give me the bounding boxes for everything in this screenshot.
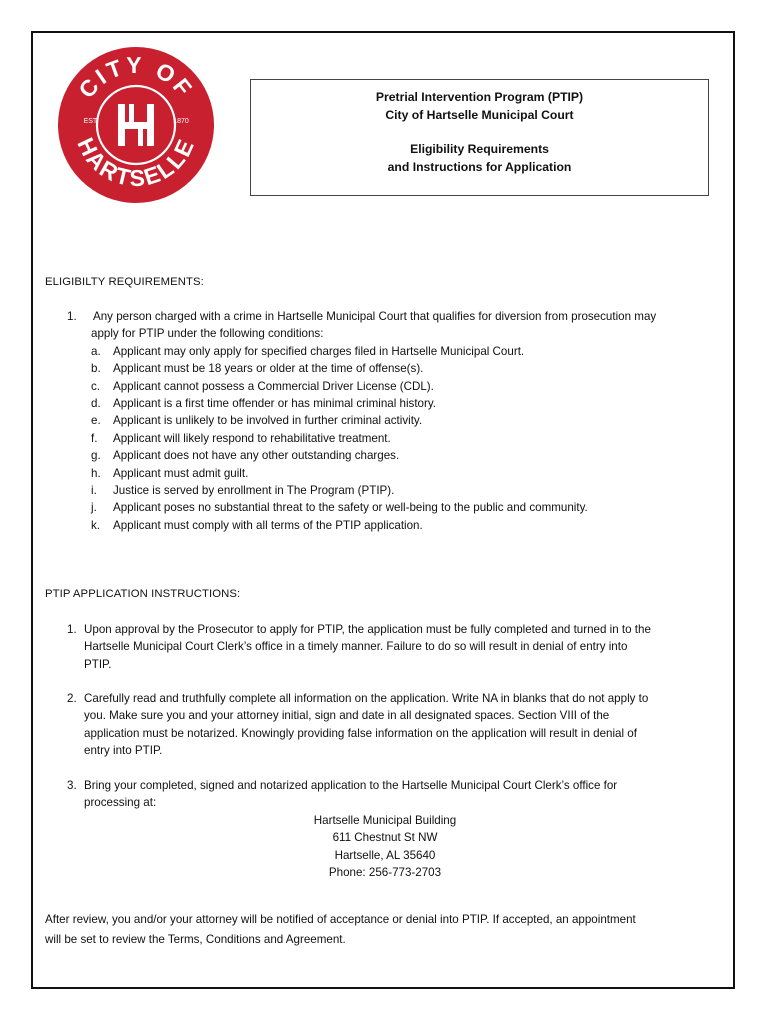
eligibility-item-1 [45, 308, 725, 325]
instructions-heading: PTIP APPLICATION INSTRUCTIONS: [45, 588, 241, 600]
building-name: Hartselle Municipal Building [313, 813, 457, 827]
program-title: Pretrial Intervention Program (PTIP) [375, 90, 584, 104]
list-item: h. Applicant must admit guilt. [91, 466, 249, 480]
list-item: d. Applicant is a first time offender or has minimal criminal history. [91, 397, 437, 411]
city-state-zip: Hartselle, AL 35640 [334, 848, 436, 862]
list-number: 1. [67, 623, 77, 636]
instruction-item-2: 2. Carefully read and truthfully complete all information on the application. Write NA in blanks that do not apply to you. Make sure you and your attorney initial, sign and date in all designated spaces. Section VIII of the application must be notarized. Knowingly providing false information on the application will result in denial of entry into PTIP. [67, 692, 649, 758]
condition-list [45, 343, 725, 534]
logo-year-text: 1870 [173, 118, 189, 125]
street-address: 611 Chestnut St NW [332, 831, 438, 845]
list-item: j. Applicant poses no substantial threat to the safety or well-being to the public and community. [91, 501, 588, 515]
list-item: g. Applicant does not have any other outstanding charges. [91, 449, 400, 463]
instruction-item-1: 1. Upon approval by the Prosecutor to apply for PTIP, the application must be fully completed and turned in to the Hartselle Municipal Court Clerk’s office in a timely manner. Failure to do so will result in denial of entry into PTIP. [67, 623, 651, 671]
list-item: i. Justice is served by enrollment in The Program (PTIP). [91, 484, 395, 498]
court-name: City of Hartselle Municipal Court [385, 108, 574, 122]
instruction-item-3: 3. Bring your completed, signed and notarized application to the Hartselle Municipal Court Clerk’s office for processing at: Hartselle Municipal Building 611 Chestnut St NW Hartselle, AL 35640 Phone: 256-773-2703 [45, 777, 725, 881]
list-number: 2. [67, 692, 77, 705]
logo-est-text: EST. [83, 118, 99, 125]
list-number: 3. [67, 779, 77, 792]
title-box [250, 79, 709, 196]
document-subtitle-1: Eligibility Requirements [410, 142, 549, 156]
eligibility-list [45, 308, 725, 534]
eligibility-intro-line2: apply for PTIP under the following conditions: [91, 327, 324, 341]
list-item: c. Applicant cannot possess a Commercial Driver License (CDL). [91, 379, 434, 393]
document-subtitle-2: and Instructions for Application [387, 160, 572, 174]
eligibility-intro-line1: Any person charged with a crime in Hartselle Municipal Court that qualifies for diversion from prosecution may [93, 310, 657, 323]
city-of-hartselle-logo [57, 46, 215, 204]
list-number: 1. [67, 310, 77, 323]
list-item: a. Applicant may only apply for specified charges filed in Hartselle Municipal Court. [91, 344, 525, 358]
phone-number: Phone: 256-773-2703 [328, 866, 442, 880]
logo-top-text: CITY OF [73, 51, 199, 103]
closing-paragraph: After review, you and/or your attorney will be notified of acceptance or denial into PTIP. If accepted, an appointment will be set to review the Terms, Conditions and Agreement. [45, 913, 636, 946]
list-item: b. Applicant must be 18 years or older at the time of offense(s). [91, 362, 424, 376]
list-item: f. Applicant will likely respond to rehabilitative treatment. [91, 431, 391, 445]
logo-bottom-text: HARTSELLE [72, 133, 200, 192]
court-address [45, 812, 725, 882]
list-item: k. Applicant must comply with all terms of the PTIP application. [91, 518, 423, 532]
list-item: e. Applicant is unlikely to be involved in further criminal activity. [91, 414, 423, 428]
eligibility-heading: ELIGIBILTY REQUIREMENTS: [45, 276, 204, 288]
